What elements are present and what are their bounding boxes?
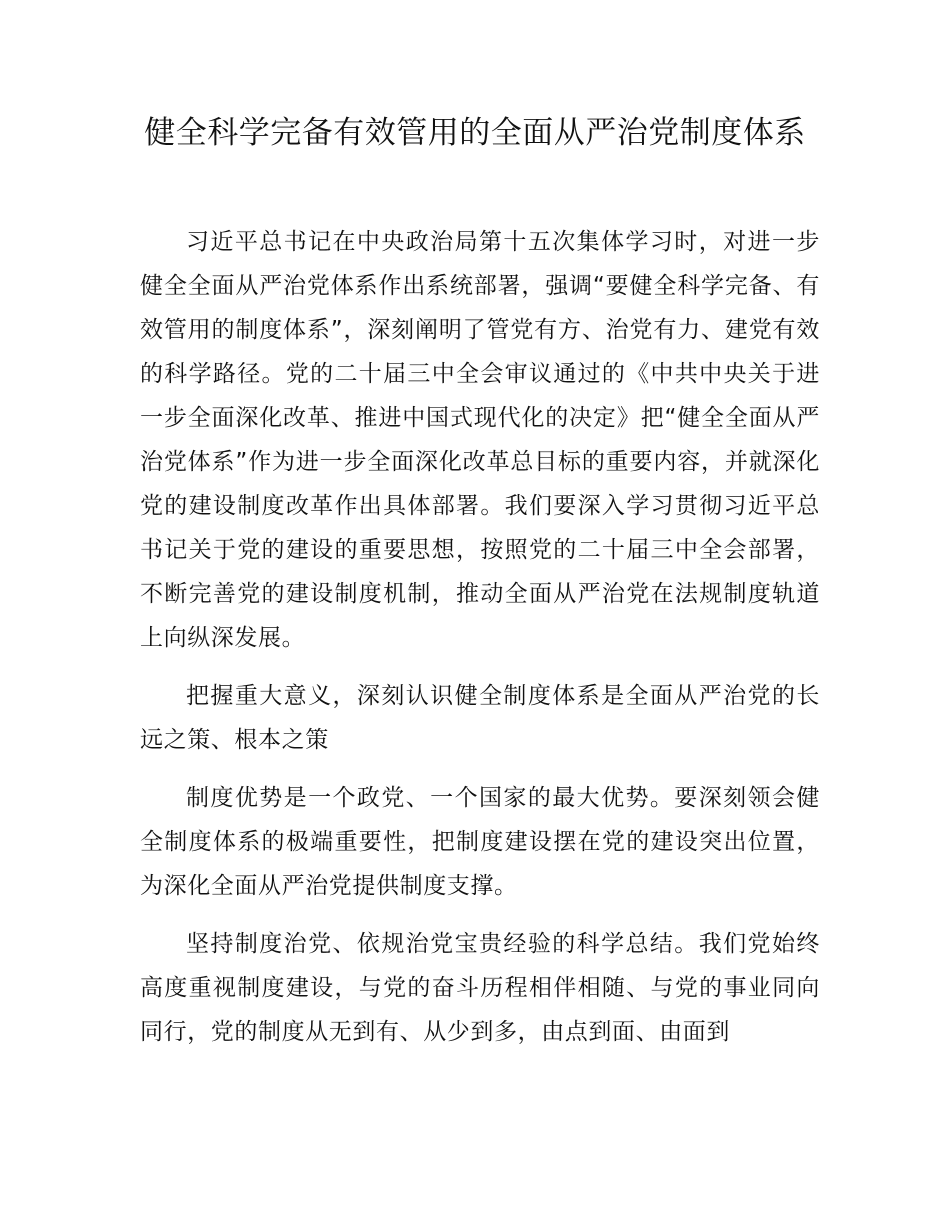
paragraph-experience-summary: 坚持制度治党、依规治党宝贵经验的科学总结。我们党始终高度重视制度建设，与党的奋斗历程相伴相随、与党的事业同向同行，党的制度从无到有、从少到多，由点到面、由面到 — [140, 931, 820, 1045]
document-title: 健全科学完备有效管用的全面从严治党制度体系 — [144, 115, 806, 151]
paragraph-intro: 习近平总书记在中央政治局第十五次集体学习时，对进一步健全全面从严治党体系作出系统部署，强调“要健全科学完备、有效管用的制度体系”，深刻阐明了管党有方、治党有力、建党有效的科学路径。党的二十届三中全会审议通过的《中共中央关于进一步全面深化改革、推进中国式现代化的决定》把“健全全面从严治党体系”作为进一步全面深化改革总目标的重要内容，并就深化党的建设制度改革作出具体部署。我们要深入学习贯彻习近平总书记关于党的建设的重要思想，按照党的二十届三中全会部署，不断完善党的建设制度机制，推动全面从严治党在法规制度轨道上向纵深发展。 — [140, 229, 820, 651]
paragraph-institutional-advantage: 制度优势是一个政党、一个国家的最大优势。要深刻领会健全制度体系的极端重要性，把制度建设摆在党的建设突出位置，为深化全面从严治党提供制度支撑。 — [140, 785, 820, 899]
paragraph-section-heading: 把握重大意义，深刻认识健全制度体系是全面从严治党的长远之策、根本之策 — [140, 683, 820, 753]
document-body — [140, 220, 820, 1068]
